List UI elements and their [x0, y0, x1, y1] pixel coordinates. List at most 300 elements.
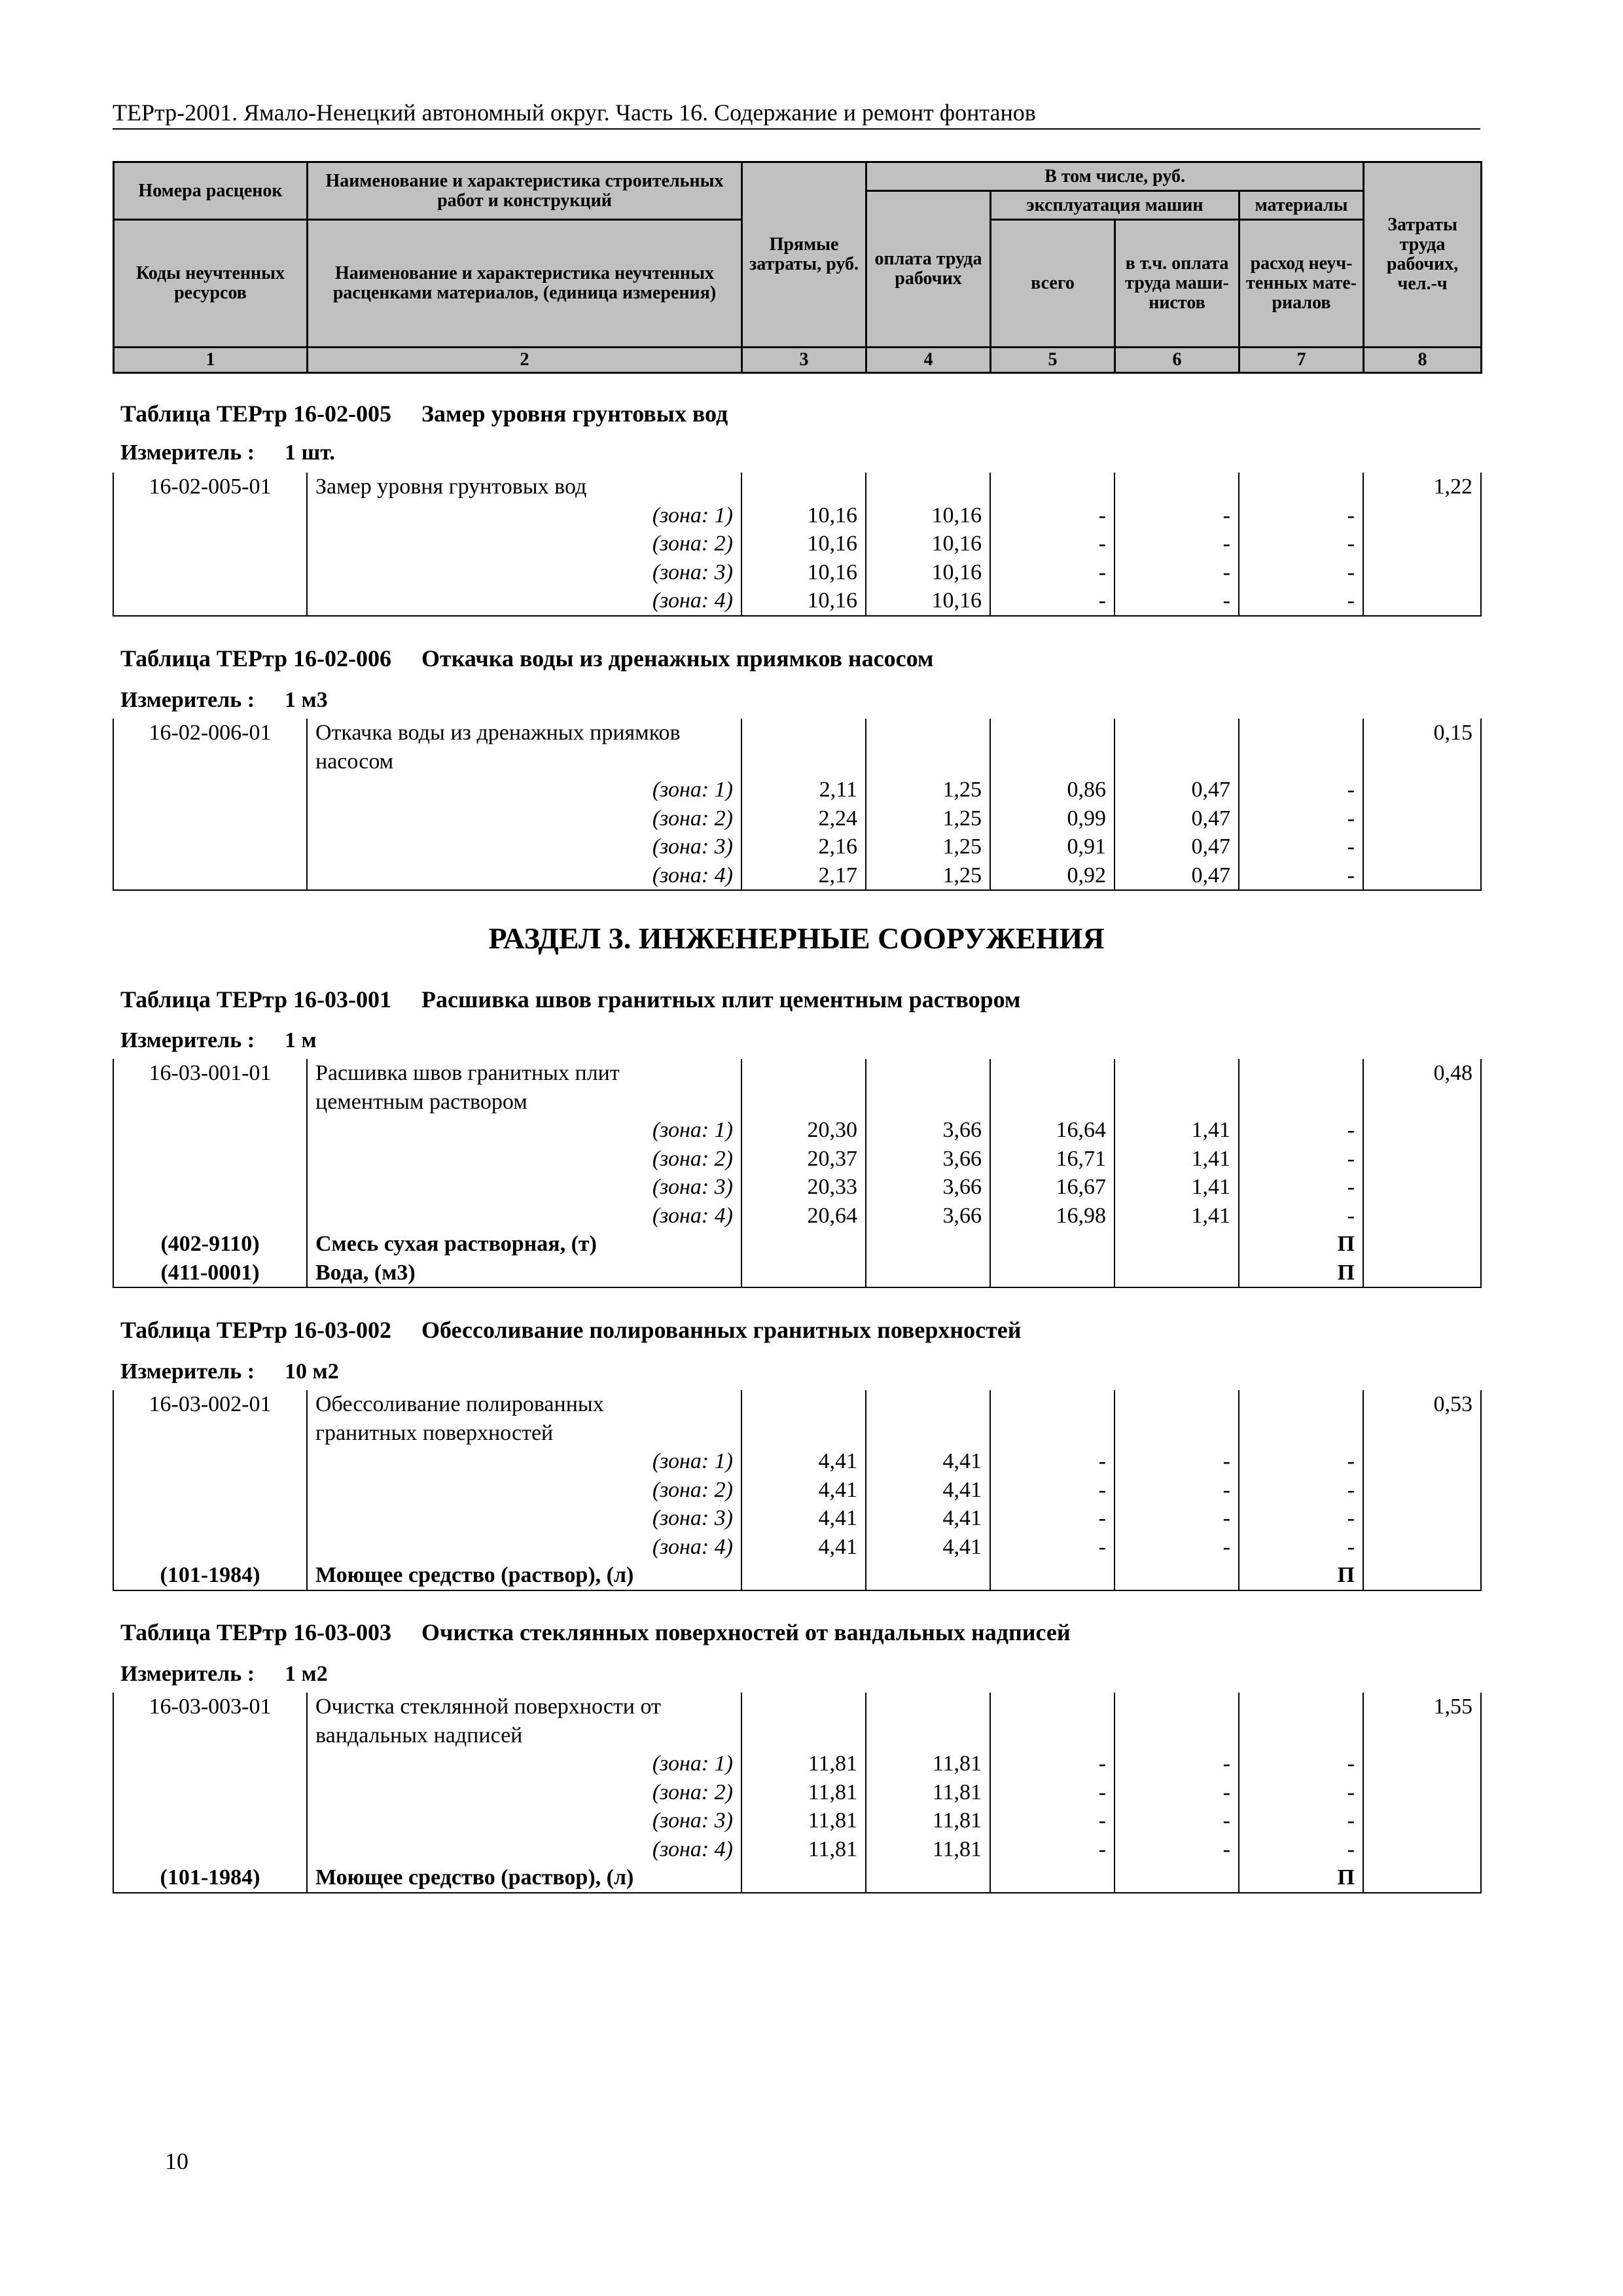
- machines-total: -: [990, 1504, 1115, 1533]
- labor-cost: 1,55: [1363, 1693, 1481, 1721]
- table-code: Таблица ТЕРтр 16-02-006: [120, 645, 392, 672]
- direct-cost: 2,11: [741, 776, 866, 804]
- cell: [741, 473, 866, 501]
- rate-table: [113, 1693, 1482, 1893]
- material-name: Смесь сухая растворная, (т): [307, 1230, 741, 1259]
- table-row: [113, 1202, 1481, 1230]
- labor-cost: 0,15: [1363, 719, 1481, 747]
- wages-cost: 11,81: [866, 1778, 990, 1807]
- direct-cost: 2,16: [741, 833, 866, 861]
- header-direct-costs: Прямые затраты, руб.: [742, 162, 866, 348]
- header-resource-codes: Коды неучтенных ресурсов: [114, 220, 308, 348]
- cell: [113, 501, 307, 530]
- zone-label: (зона: 1): [307, 776, 741, 804]
- wages-cost: 10,16: [866, 529, 990, 558]
- table-row: [113, 1863, 1481, 1893]
- cell: [1115, 1059, 1239, 1088]
- col-number: 4: [866, 348, 991, 373]
- materials-cost: -: [1239, 1806, 1363, 1835]
- machinist-wages: 0,47: [1115, 833, 1239, 861]
- cell: [741, 1230, 866, 1259]
- zone-label: (зона: 4): [307, 1835, 741, 1864]
- direct-cost: 20,33: [741, 1173, 866, 1202]
- cell: [1115, 1721, 1239, 1750]
- table-row: [113, 861, 1481, 891]
- machinist-wages: -: [1115, 1835, 1239, 1864]
- table-title: [120, 399, 728, 428]
- wages-cost: 1,25: [866, 833, 990, 861]
- table-row: [113, 1088, 1481, 1117]
- machinist-wages: 1,41: [1115, 1202, 1239, 1230]
- materials-cost: -: [1239, 776, 1363, 804]
- table-row: [113, 1259, 1481, 1288]
- machines-total: -: [990, 558, 1115, 587]
- cell: [1115, 1693, 1239, 1721]
- materials-cost: -: [1239, 501, 1363, 530]
- zone-label: (зона: 1): [307, 1749, 741, 1778]
- zone-label: (зона: 3): [307, 558, 741, 587]
- cell: [866, 1059, 990, 1088]
- cell: [1115, 1561, 1239, 1590]
- header-machinist-wages: в т.ч. оплата труда маши-нистов: [1115, 220, 1240, 348]
- materials-cost: -: [1239, 1504, 1363, 1533]
- direct-cost: 11,81: [741, 1806, 866, 1835]
- table-row: [113, 1533, 1481, 1562]
- header-including: В том числе, руб.: [866, 162, 1364, 191]
- header-wages: оплата труда рабочих: [866, 191, 991, 348]
- table-row: [113, 1504, 1481, 1533]
- table-row: [113, 529, 1481, 558]
- cell: [741, 1863, 866, 1893]
- cell: [741, 1088, 866, 1117]
- cell: [113, 1173, 307, 1202]
- machines-total: -: [990, 1476, 1115, 1505]
- cell: [1239, 473, 1363, 501]
- cell: [990, 1259, 1115, 1288]
- unit-value: 10 м2: [285, 1359, 339, 1384]
- zone-label: (зона: 3): [307, 1504, 741, 1533]
- materials-cost: -: [1239, 1145, 1363, 1174]
- wages-cost: 10,16: [866, 586, 990, 616]
- wages-cost: 4,41: [866, 1476, 990, 1505]
- wages-cost: 11,81: [866, 1806, 990, 1835]
- cell: [1363, 804, 1481, 833]
- machines-total: 0,86: [990, 776, 1115, 804]
- cell: [1363, 1419, 1481, 1448]
- table-name: Расшивка швов гранитных плит цементным раствором: [421, 986, 1021, 1013]
- header-total: всего: [991, 220, 1115, 348]
- cell: [113, 1835, 307, 1864]
- wages-cost: 4,41: [866, 1504, 990, 1533]
- table-unit: [120, 1661, 328, 1687]
- direct-cost: 2,17: [741, 861, 866, 891]
- cell: [1363, 833, 1481, 861]
- cell: [741, 1390, 866, 1419]
- unit-value: 1 м: [285, 1028, 317, 1052]
- wages-cost: 11,81: [866, 1835, 990, 1864]
- work-name: гранитных поверхностей: [307, 1419, 741, 1448]
- table-title: [120, 1618, 1071, 1647]
- machines-total: 16,98: [990, 1202, 1115, 1230]
- direct-cost: 4,41: [741, 1504, 866, 1533]
- cell: [866, 1693, 990, 1721]
- materials-flag: П: [1239, 1561, 1363, 1590]
- table-row: [113, 558, 1481, 587]
- work-name: Откачка воды из дренажных приямков: [307, 719, 741, 747]
- col-number: 1: [114, 348, 308, 373]
- work-name: Обессоливание полированных: [307, 1390, 741, 1419]
- machines-total: -: [990, 1533, 1115, 1562]
- table-row: [113, 1145, 1481, 1174]
- direct-cost: 4,41: [741, 1533, 866, 1562]
- table-unit: [120, 1359, 339, 1385]
- table-code: Таблица ТЕРтр 16-03-001: [120, 986, 392, 1013]
- material-name: Вода, (м3): [307, 1259, 741, 1288]
- cell: [1363, 1230, 1481, 1259]
- direct-cost: 20,30: [741, 1116, 866, 1145]
- cell: [1115, 747, 1239, 776]
- table-row: [113, 719, 1481, 747]
- materials-cost: -: [1239, 1173, 1363, 1202]
- cell: [990, 1561, 1115, 1590]
- machinist-wages: 0,47: [1115, 804, 1239, 833]
- cell: [990, 719, 1115, 747]
- cell: [990, 747, 1115, 776]
- machinist-wages: -: [1115, 529, 1239, 558]
- zone-label: (зона: 1): [307, 1447, 741, 1476]
- materials-cost: -: [1239, 1447, 1363, 1476]
- col-number: 2: [308, 348, 742, 373]
- direct-cost: 11,81: [741, 1835, 866, 1864]
- col-number: 6: [1115, 348, 1240, 373]
- wages-cost: 3,66: [866, 1116, 990, 1145]
- machinist-wages: -: [1115, 1476, 1239, 1505]
- table-row: [113, 1561, 1481, 1590]
- cell: [866, 1259, 990, 1288]
- materials-cost: -: [1239, 804, 1363, 833]
- machines-total: 0,99: [990, 804, 1115, 833]
- rate-code: 16-02-006-01: [113, 719, 307, 747]
- wages-cost: 1,25: [866, 804, 990, 833]
- cell: [866, 473, 990, 501]
- zone-label: (зона: 1): [307, 1116, 741, 1145]
- cell: [990, 1390, 1115, 1419]
- work-name: Расшивка швов гранитных плит: [307, 1059, 741, 1088]
- table-row: [113, 1447, 1481, 1476]
- table-title: [120, 985, 1020, 1014]
- cell: [741, 1419, 866, 1448]
- machines-total: -: [990, 501, 1115, 530]
- machinist-wages: -: [1115, 1504, 1239, 1533]
- zone-label: (зона: 4): [307, 1533, 741, 1562]
- work-name: цементным раствором: [307, 1088, 741, 1117]
- table-row: [113, 833, 1481, 861]
- cell: [1115, 719, 1239, 747]
- rate-code: 16-03-002-01: [113, 1390, 307, 1419]
- work-name: вандальных надписей: [307, 1721, 741, 1750]
- resource-code: (402-9110): [113, 1230, 307, 1259]
- cell: [741, 747, 866, 776]
- wages-cost: 1,25: [866, 776, 990, 804]
- cell: [1239, 1088, 1363, 1117]
- cell: [990, 1721, 1115, 1750]
- header-labor: Затраты труда рабочих, чел.-ч: [1364, 162, 1482, 348]
- header-name-bottom: Наименование и характеристика неучтенных расценками материалов, (единица измерения): [308, 220, 742, 348]
- table-row: [113, 1059, 1481, 1088]
- direct-cost: 2,24: [741, 804, 866, 833]
- cell: [990, 1863, 1115, 1893]
- cell: [990, 1419, 1115, 1448]
- machines-total: 0,91: [990, 833, 1115, 861]
- resource-code: (101-1984): [113, 1863, 307, 1893]
- cell: [1239, 747, 1363, 776]
- unit-value: 1 м2: [285, 1662, 328, 1686]
- materials-cost: -: [1239, 833, 1363, 861]
- cell: [1115, 1230, 1239, 1259]
- cell: [113, 861, 307, 891]
- direct-cost: 11,81: [741, 1749, 866, 1778]
- wages-cost: 1,25: [866, 861, 990, 891]
- cell: [1363, 747, 1481, 776]
- machinist-wages: -: [1115, 501, 1239, 530]
- col-number: 3: [742, 348, 866, 373]
- table-name: Замер уровня грунтовых вод: [421, 401, 728, 427]
- cell: [113, 1202, 307, 1230]
- cell: [1363, 501, 1481, 530]
- machines-total: 16,71: [990, 1145, 1115, 1174]
- direct-cost: 20,64: [741, 1202, 866, 1230]
- material-name: Моющее средство (раствор), (л): [307, 1863, 741, 1893]
- direct-cost: 10,16: [741, 558, 866, 587]
- zone-label: (зона: 4): [307, 1202, 741, 1230]
- machines-total: -: [990, 1749, 1115, 1778]
- rate-code: 16-03-001-01: [113, 1059, 307, 1088]
- page-header: ТЕРтр-2001. Ямало-Ненецкий автономный округ. Часть 16. Содержание и ремонт фонтанов: [113, 98, 1480, 130]
- table-row: [113, 804, 1481, 833]
- cell: [1239, 1059, 1363, 1088]
- cell: [866, 747, 990, 776]
- zone-label: (зона: 1): [307, 501, 741, 530]
- section-title: РАЗДЕЛ 3. ИНЖЕНЕРНЫЕ СООРУЖЕНИЯ: [488, 922, 1105, 955]
- materials-flag: П: [1239, 1863, 1363, 1893]
- unit-label: Измеритель :: [120, 440, 255, 465]
- zone-label: (зона: 3): [307, 1806, 741, 1835]
- machinist-wages: -: [1115, 1533, 1239, 1562]
- wages-cost: 11,81: [866, 1749, 990, 1778]
- unit-label: Измеритель :: [120, 1662, 255, 1686]
- materials-cost: -: [1239, 1835, 1363, 1864]
- materials-cost: -: [1239, 558, 1363, 587]
- cell: [866, 1230, 990, 1259]
- cell: [1363, 1749, 1481, 1778]
- cell: [866, 1390, 990, 1419]
- materials-cost: -: [1239, 1202, 1363, 1230]
- work-name: Замер уровня грунтовых вод: [307, 473, 741, 501]
- cell: [1363, 1806, 1481, 1835]
- unit-label: Измеритель :: [120, 1359, 255, 1384]
- direct-cost: 4,41: [741, 1447, 866, 1476]
- cell: [1363, 1504, 1481, 1533]
- table-unit: [120, 440, 335, 466]
- cell: [1363, 776, 1481, 804]
- cell: [741, 1721, 866, 1750]
- header-rate-numbers: Номера расценок: [114, 162, 308, 220]
- machinist-wages: -: [1115, 586, 1239, 616]
- cell: [1363, 1259, 1481, 1288]
- cell: [1115, 1259, 1239, 1288]
- table-row: [113, 1116, 1481, 1145]
- cell: [1363, 1202, 1481, 1230]
- cell: [1363, 1721, 1481, 1750]
- zone-label: (зона: 4): [307, 861, 741, 891]
- cell: [113, 1145, 307, 1174]
- cell: [1363, 1447, 1481, 1476]
- rate-table: [113, 719, 1482, 891]
- cell: [866, 719, 990, 747]
- labor-cost: 1,22: [1363, 473, 1481, 501]
- cell: [990, 1230, 1115, 1259]
- table-row: [113, 1476, 1481, 1505]
- cell: [113, 1088, 307, 1117]
- machinist-wages: 1,41: [1115, 1145, 1239, 1174]
- machinist-wages: -: [1115, 1778, 1239, 1807]
- cell: [1239, 1390, 1363, 1419]
- table-unit: [120, 687, 328, 713]
- direct-cost: 4,41: [741, 1476, 866, 1505]
- cell: [741, 1059, 866, 1088]
- machines-total: -: [990, 586, 1115, 616]
- table-name: Откачка воды из дренажных приямков насосом: [421, 645, 934, 672]
- machines-total: -: [990, 1447, 1115, 1476]
- machinist-wages: -: [1115, 1749, 1239, 1778]
- direct-cost: 10,16: [741, 501, 866, 530]
- table-row: [113, 586, 1481, 616]
- machines-total: 16,67: [990, 1173, 1115, 1202]
- direct-cost: 11,81: [741, 1778, 866, 1807]
- cell: [113, 529, 307, 558]
- cell: [1115, 1088, 1239, 1117]
- header-materials: материалы: [1240, 191, 1364, 220]
- cell: [1363, 1088, 1481, 1117]
- table-row: [113, 776, 1481, 804]
- labor-cost: 0,48: [1363, 1059, 1481, 1088]
- machinist-wages: 1,41: [1115, 1173, 1239, 1202]
- rate-code: 16-02-005-01: [113, 473, 307, 501]
- cell: [1363, 529, 1481, 558]
- materials-cost: -: [1239, 1116, 1363, 1145]
- cell: [866, 1863, 990, 1893]
- page-number: 10: [165, 2148, 188, 2174]
- machinist-wages: 0,47: [1115, 861, 1239, 891]
- table-row: [113, 1173, 1481, 1202]
- table-row: [113, 1835, 1481, 1864]
- cell: [1239, 1693, 1363, 1721]
- labor-cost: 0,53: [1363, 1390, 1481, 1419]
- materials-flag: П: [1239, 1230, 1363, 1259]
- cell: [1363, 1145, 1481, 1174]
- machinist-wages: -: [1115, 1447, 1239, 1476]
- cell: [113, 1533, 307, 1562]
- table-row: [113, 1419, 1481, 1448]
- cell: [1363, 1863, 1481, 1893]
- unit-value: 1 шт.: [285, 440, 335, 465]
- cell: [1363, 1173, 1481, 1202]
- machines-total: -: [990, 1835, 1115, 1864]
- rate-code: 16-03-003-01: [113, 1693, 307, 1721]
- cell: [866, 1088, 990, 1117]
- machinist-wages: -: [1115, 558, 1239, 587]
- col-number: 5: [991, 348, 1115, 373]
- work-name: Очистка стеклянной поверхности от: [307, 1693, 741, 1721]
- cell: [741, 1561, 866, 1590]
- table-row: [113, 1230, 1481, 1259]
- machinist-wages: 0,47: [1115, 776, 1239, 804]
- table-row: [113, 1778, 1481, 1807]
- machines-total: -: [990, 1806, 1115, 1835]
- material-name: Моющее средство (раствор), (л): [307, 1561, 741, 1590]
- cell: [990, 473, 1115, 501]
- cell: [1363, 1533, 1481, 1562]
- cell: [113, 747, 307, 776]
- materials-cost: -: [1239, 1749, 1363, 1778]
- column-header-table: [113, 161, 1482, 374]
- cell: [990, 1059, 1115, 1088]
- cell: [113, 1749, 307, 1778]
- cell: [1363, 1835, 1481, 1864]
- cell: [113, 1778, 307, 1807]
- work-name: насосом: [307, 747, 741, 776]
- table-title: [120, 644, 933, 673]
- zone-label: (зона: 4): [307, 586, 741, 616]
- cell: [1363, 861, 1481, 891]
- machines-total: -: [990, 1778, 1115, 1807]
- col-number: 8: [1364, 348, 1482, 373]
- table-row: [113, 1806, 1481, 1835]
- table-row: [113, 1390, 1481, 1419]
- direct-cost: 10,16: [741, 529, 866, 558]
- zone-label: (зона: 2): [307, 804, 741, 833]
- cell: [113, 1419, 307, 1448]
- table-code: Таблица ТЕРтр 16-02-005: [120, 401, 392, 427]
- wages-cost: 10,16: [866, 558, 990, 587]
- cell: [1239, 719, 1363, 747]
- unit-label: Измеритель :: [120, 1028, 255, 1052]
- cell: [1115, 1390, 1239, 1419]
- wages-cost: 10,16: [866, 501, 990, 530]
- cell: [741, 719, 866, 747]
- cell: [866, 1419, 990, 1448]
- machines-total: -: [990, 529, 1115, 558]
- header-name-top: Наименование и характеристика строительных работ и конструкций: [308, 162, 742, 220]
- header-machines: эксплуатация машин: [991, 191, 1240, 220]
- table-code: Таблица ТЕРтр 16-03-002: [120, 1317, 392, 1343]
- rate-table: [113, 1390, 1482, 1591]
- cell: [990, 1088, 1115, 1117]
- cell: [1115, 1863, 1239, 1893]
- cell: [1115, 473, 1239, 501]
- materials-cost: -: [1239, 1533, 1363, 1562]
- cell: [866, 1721, 990, 1750]
- cell: [113, 1116, 307, 1145]
- table-row: [113, 1721, 1481, 1750]
- table-row: [113, 473, 1481, 501]
- direct-cost: 10,16: [741, 586, 866, 616]
- cell: [741, 1693, 866, 1721]
- cell: [1115, 1419, 1239, 1448]
- cell: [113, 804, 307, 833]
- materials-cost: -: [1239, 1476, 1363, 1505]
- zone-label: (зона: 2): [307, 1145, 741, 1174]
